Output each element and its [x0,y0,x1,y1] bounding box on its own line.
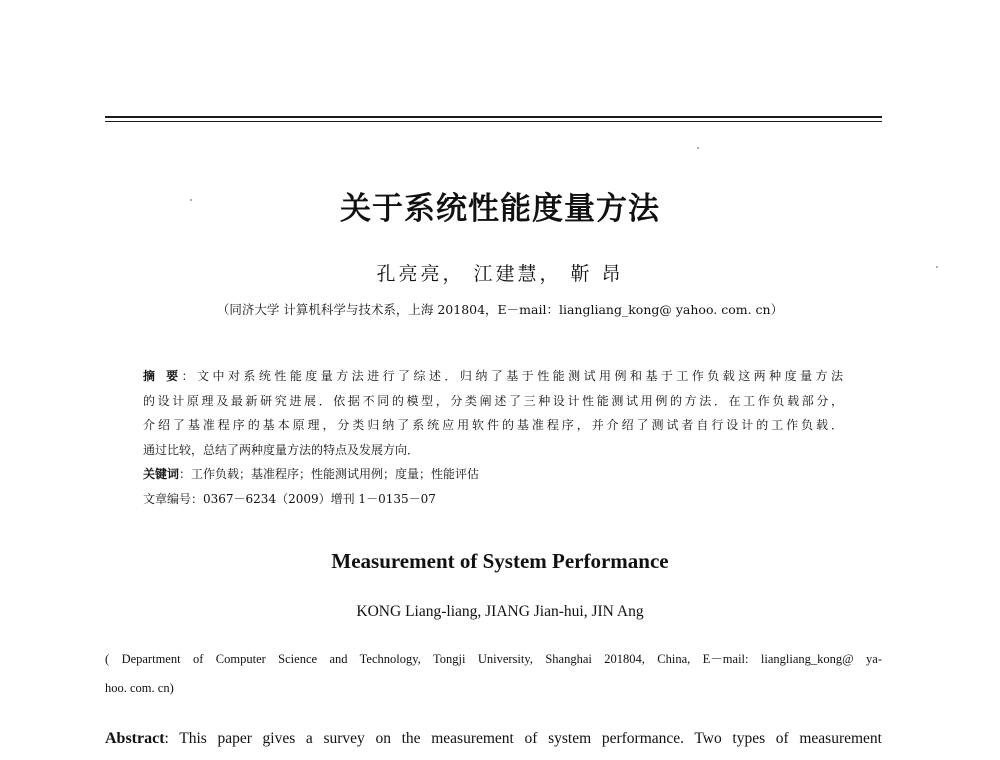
affiliation-en-line: hoo. com. cn) [105,681,174,695]
abstract-en-label: Abstract [105,730,165,747]
abstract-zh-label: 摘 要 [143,369,182,383]
keywords-zh [143,462,843,487]
header-rule-thin [105,121,882,122]
abstract-zh-line: 的设计原理及最新研究进展．依据不同的模型，分类阐述了三种设计性能测试用例的方法．在工作负载部分， [143,393,843,408]
abstract-zh-line: 介绍了基准程序的基本原理，分类归纳了系统应用软件的基准程序，并介绍了测试者自行设计的工作负载． [143,418,843,432]
keywords-zh-label: 关键词 [143,467,180,481]
scan-speck [697,147,699,149]
keywords-zh-text: ：工作负载；基准程序；性能测试用例；度量；性能评估 [179,467,480,481]
abstract-zh [143,364,843,462]
paper-title-zh: 关于系统性能度量方法 [340,191,660,227]
abstract-zh-line: 摘 要：文中对系统性能度量方法进行了综述．归纳了基于性能测试用例和基于工作负载这两种度量方法 [143,369,843,383]
authors-en: KONG Liang-liang, JIANG Jian-hui, JIN Ang [356,603,644,620]
affiliation-en [105,645,882,703]
authors-zh: 孔亮亮， 江建慧， 靳 昂 [376,263,624,285]
paper-title-en: Measurement of System Performance [331,549,669,573]
abstract-en-line: Abstract: This paper gives a survey on the measurement of system performance. Two types of measurement [105,730,882,747]
article-number: 文章编号：0367－6234（2009）增刊 1－0135－07 [143,492,436,506]
abstract-en [105,726,882,752]
affiliation-zh: （同济大学 计算机科学与技术系，上海 201804，E－mail：liangliang_kong@ yahoo. com. cn） [216,302,784,317]
affiliation-en-line: ( Department of Computer Science and Technology, Tongji University, Shanghai 201804, China, E－mail: liangliang_kong@ ya- [105,652,882,666]
abstract-zh-line: 通过比较，总结了两种度量方法的特点及发展方向． [143,442,420,457]
header-rule-thick [105,116,882,118]
